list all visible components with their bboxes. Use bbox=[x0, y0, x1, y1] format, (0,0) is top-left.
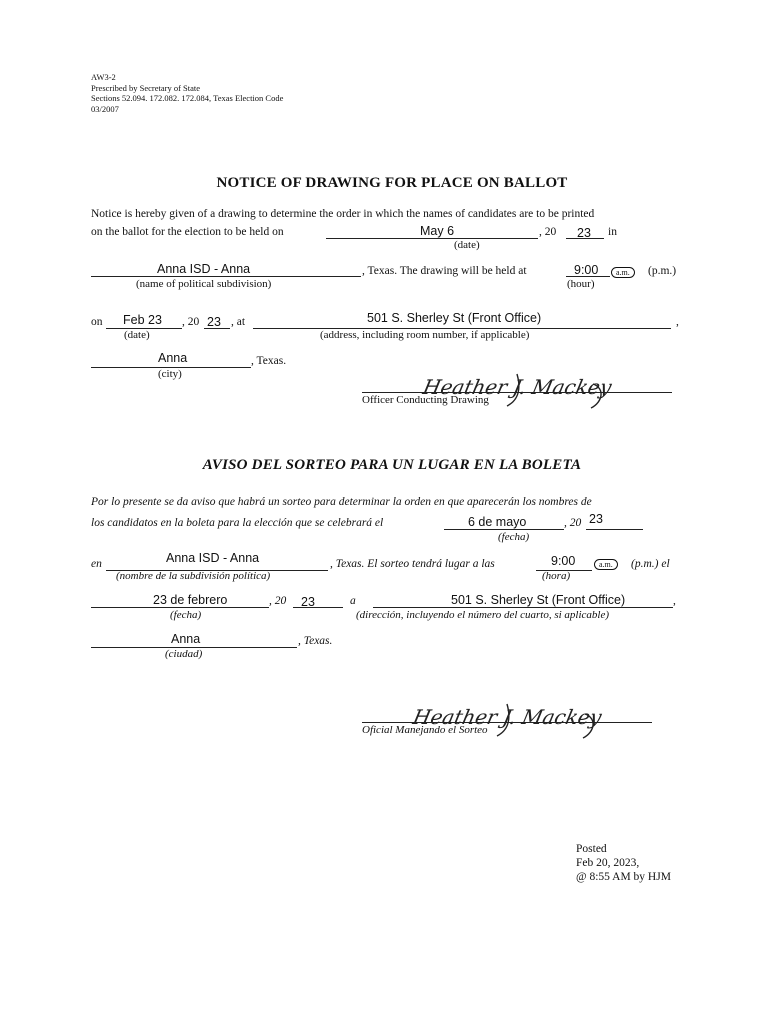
es-trailing-comma: , bbox=[673, 595, 676, 607]
es-year-value: 23 bbox=[589, 512, 603, 526]
english-intro-line2: on the ballot for the election to be held on bbox=[91, 226, 284, 238]
election-date-line bbox=[326, 238, 538, 239]
spanish-intro-line1: Por lo presente se da aviso que habrá un sorteo para determinar la orden en que aparecerán los nombres de bbox=[91, 496, 592, 508]
english-title: NOTICE OF DRAWING FOR PLACE ON BALLOT bbox=[216, 175, 568, 191]
en-word: en bbox=[91, 558, 102, 570]
es-drawing-year-value: 23 bbox=[301, 595, 315, 609]
spanish-title: AVISO DEL SORTEO PARA UN LUGAR EN LA BOLETA bbox=[202, 457, 582, 473]
address-value: 501 S. Sherley St (Front Office) bbox=[367, 311, 542, 325]
code-sections: Sections 52.094. 172.082. 172.084, Texas Election Code bbox=[91, 93, 284, 103]
a-word: a bbox=[350, 595, 356, 607]
drawing-year-value: 23 bbox=[207, 315, 221, 329]
es-officer-signature bbox=[410, 700, 615, 745]
texas-label: , Texas. bbox=[251, 355, 287, 367]
spanish-intro-line2: los candidatos en la boleta para la elección que se celebrará el bbox=[91, 517, 384, 529]
in-word: in bbox=[608, 226, 617, 238]
es-subdivision-caption: (nombre de la subdivisión política) bbox=[116, 570, 271, 582]
texas-drawing-text: , Texas. The drawing will be held at bbox=[362, 265, 527, 277]
drawing-date-value: Feb 23 bbox=[123, 313, 162, 327]
posted-line3: @ 8:55 AM by HJM bbox=[576, 871, 671, 883]
subdivision-value: Anna ISD - Anna bbox=[157, 262, 251, 276]
signature-text: Heather J. Mackey bbox=[420, 375, 614, 399]
es-drawing-date-line bbox=[91, 607, 269, 608]
form-date: 03/2007 bbox=[91, 103, 119, 114]
es-comma-20b: , 20 bbox=[269, 595, 287, 607]
es-officer-caption: Oficial Manejando el Sorteo bbox=[362, 724, 488, 736]
es-subdivision-value: Anna ISD - Anna bbox=[166, 551, 260, 565]
es-signature-text: Heather J. Mackey bbox=[410, 705, 604, 729]
am-circled: a.m. bbox=[611, 267, 635, 278]
es-year-line bbox=[586, 529, 643, 530]
election-date-value: May 6 bbox=[420, 224, 455, 238]
at-word: , at bbox=[231, 316, 246, 328]
es-time-value: 9:00 bbox=[551, 554, 576, 568]
form-id: AW3-2 bbox=[91, 72, 116, 82]
pm-label: (p.m.) bbox=[648, 265, 677, 277]
hora-caption: (hora) bbox=[542, 570, 571, 582]
es-election-date-line bbox=[444, 529, 564, 530]
es-drawing-date-value: 23 de febrero bbox=[153, 593, 228, 607]
address-caption: (address, including room number, if applicable) bbox=[320, 329, 530, 341]
fecha-caption: (fecha) bbox=[498, 531, 530, 543]
es-address-caption: (dirección, incluyendo el número del cuarto, si aplicable) bbox=[356, 609, 610, 621]
officer-caption: Officer Conducting Drawing bbox=[362, 394, 489, 406]
subdivision-line bbox=[91, 276, 361, 277]
form-header bbox=[91, 72, 283, 114]
ciudad-caption: (ciudad) bbox=[165, 648, 203, 660]
posted-line2: Feb 20, 2023, bbox=[576, 857, 640, 869]
trailing-comma: , bbox=[676, 316, 679, 328]
city-caption: (city) bbox=[158, 368, 182, 380]
date-caption-2: (date) bbox=[124, 329, 150, 341]
on-word: on bbox=[91, 316, 103, 328]
pm-el-label: (p.m.) el bbox=[631, 558, 670, 570]
es-comma-20: , 20 bbox=[564, 517, 582, 529]
officer-signature bbox=[420, 370, 625, 415]
english-intro-line1: Notice is hereby given of a drawing to determine the order in which the names of candidates are to be printed bbox=[91, 208, 595, 220]
es-am-circled: a.m. bbox=[594, 559, 618, 570]
comma-20: , 20 bbox=[539, 226, 557, 238]
hour-caption: (hour) bbox=[567, 278, 595, 290]
election-year-value: 23 bbox=[577, 226, 591, 240]
es-city-value: Anna bbox=[171, 632, 201, 646]
texas-sorteo-text: , Texas. El sorteo tendrá lugar a las bbox=[330, 558, 495, 570]
posted-note bbox=[576, 842, 671, 884]
subdivision-caption: (name of political subdivision) bbox=[136, 278, 272, 290]
es-texas-label: , Texas. bbox=[298, 635, 333, 647]
comma-20b: , 20 bbox=[182, 316, 200, 328]
date-caption: (date) bbox=[454, 239, 480, 251]
prescribed-by: Prescribed by Secretary of State bbox=[91, 82, 201, 93]
es-election-date-value: 6 de mayo bbox=[468, 515, 527, 529]
city-value: Anna bbox=[158, 351, 188, 365]
fecha-caption-2: (fecha) bbox=[170, 609, 202, 621]
es-address-value: 501 S. Sherley St (Front Office) bbox=[451, 593, 626, 607]
posted-line1: Posted bbox=[576, 843, 607, 855]
time-value: 9:00 bbox=[574, 263, 599, 277]
es-address-line bbox=[373, 607, 673, 608]
